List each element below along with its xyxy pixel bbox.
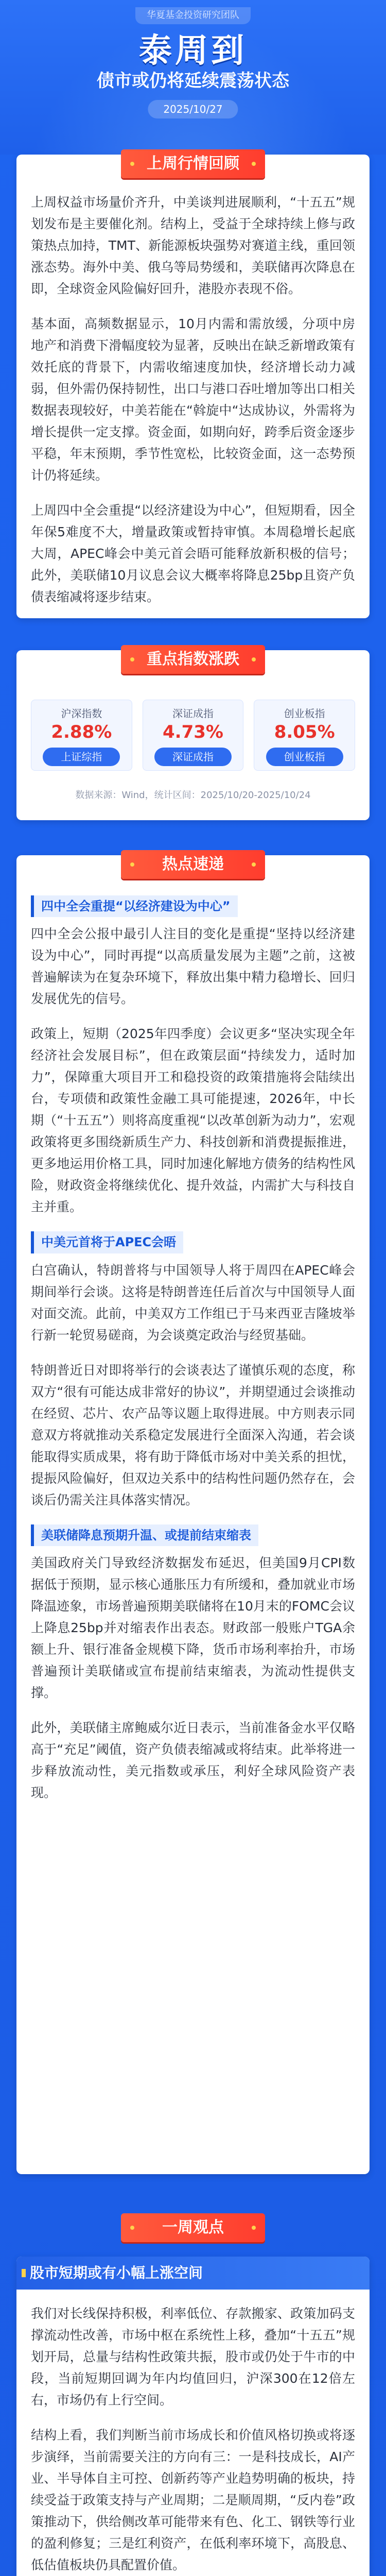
index-name: 创业板指 [284,707,325,720]
index-item [254,700,355,771]
header-banner [0,0,386,155]
news-paragraph: 美国政府关门导致经济数据发布延迟，但美国9月CPI数据低于预期，显示核心通胀压力有所缓和，叠加就业市场降温迹象，市场普遍预期美联储将在10月末的FOMC会议上降息25bp并对缩表作出表态。财政部一般账户TGA余额上升、银行准备金规模下降，货币市场利率抬升，市场普遍预计美联储或宣布提前结束缩表，为流动性提供支撑。 [31,1555,355,1701]
market-review-paragraph: 基本面，高频数据显示，10月内需和需放缓，分项中房地产和消费下滑幅度较为显著，反映出在缺乏新增政策有效托底的背景下，内需收缩速度加快，经济增长动力减弱，但外需仍保持韧性，出口与港口吞吐增加等出口相关数据表现较好，中美若能在“斡旋中“达成协议，外需将为增长提供一定支撑。资金面，如期向好，跨季后资金逐步平稳，年末预期，季节性宽松，比较资金面，这一态势预计仍将延续。 [31,316,355,483]
market-review-paragraph: 上周四中全会重提“以经济建设为中心”，但短期看，因全年保5难度不大，增量政策或暂持审慎。本周稳增长起底大周，APEC峰会中美元首会晤可能释放新积极的信号；此外，美联储10月议息会议大概率将降息25bp且资产负债表缩减将逐步结束。 [31,503,355,604]
news-head: 美联储降息预期升温、或提前结束缩表 [31,1524,258,1546]
index-item [31,700,132,771]
index-button-chinext[interactable]: 创业板指 [266,748,343,766]
index-row [31,700,355,771]
stock-view-paragraph: 我们对长线保持积极，利率低位、存款搬家、政策加码支撑流动性改善，市场中枢在系统性上移，叠加“十五五”规划开局，总量与结构性政策共振，股市或仍处于牛市的中段，当前短期回调为年内均值回归，沪深300在12倍左右，市场仍有上行空间。 [31,2306,355,2408]
brand-tag: 华夏基金投资研究团队 [135,7,251,24]
index-item [143,700,244,771]
hot-news-card [16,855,370,2174]
index-note: 数据来源：Wind，统计区间：2025/10/20-2025/10/24 [75,790,311,801]
index-card [16,650,370,820]
index-title: 重点指数涨跌 [121,645,265,674]
news-head: 四中全会重提“以经济建设为中心” [31,895,238,917]
index-value: 2.88% [51,722,112,742]
news-paragraph: 特朗普近日对即将举行的会谈表达了谨慎乐观的态度，称双方“很有可能达成非常好的协议”，并期望通过会谈推动在经贸、芯片、农产品等议题上取得进展。中方则表示同意双方将就推动关系稳定发展进行全面深入沟通，若会谈能取得实质成果，将有助于降低市场对中美关系的担忧，提振风险偏好，但双边关系中的结构性问题仍然存在，会谈后仍需关注具体落实情况。 [31,1362,355,1507]
index-value: 8.05% [274,722,335,742]
market-review-paragraph: 上周权益市场量价齐升，中美谈判进展顺利，“十五五”规划发布是主要催化剂。结构上，受益于全球持续上修与政策热点加持，TMT、新能源板块强势对赛道主线，重回领涨态势。海外中美、俄乌等局势缓和，美联储再次降息在即，全球资金风险偏好回升，港股亦表现不俗。 [31,195,355,296]
news-head: 中美元首将于APEC会晤 [31,1231,183,1253]
market-review-card [16,155,370,618]
stock-view-panel [16,2257,370,2576]
market-review-title: 上周行情回顾 [121,149,265,178]
news-paragraph: 四中全会公报中最引人注目的变化是重提“坚持以经济建设为中心”，同时再提“以高质量发展为主题”之前，这被普遍解读为在复杂环境下，释放出集中精力稳增长、回归发展优先的信号。 [31,926,355,1007]
index-name: 深证成指 [172,707,214,720]
stock-view-paragraph: 结构上看，我们判断当前市场成长和价值风格切换或将逐步演绎，当前需要关注的方向有三：一是科技成长，AI产业、半导体自主可控、创新药等产业趋势明确的板块，持续受益于政策支持与产业周期；二是顺周期，“反内卷”政策推动下，供给侧改革可能带来有色、化工、钢铁等行业的盈利修复；三是红利资产，在低利率环境下，高股息、低估值板块仍具配置价值。 [31,2428,355,2572]
index-name: 沪深指数 [61,707,102,720]
date-badge: 2025/10/27 [148,100,238,118]
news-paragraph: 政策上，短期（2025年四季度）会议更多“坚决实现全年经济社会发展目标”，但在政策层面“持续发力，适时加力”，保障重大项目开工和稳投资的政策措施将会陆续出台，专项债和政策性金融工具可能提速，2026年，中长期（“十五五”）则将高度重视“以改革创新为动力”，宏观政策将更多围绕新质生产力、科技创新和消费提振推进，更多地运用价格工具，同时加速化解地方债务的结构性风险，财政资金将继续优化、提升效益，内需扩大与科技自主并重。 [31,1026,355,1215]
weekly-view-title: 一周观点 [121,2213,265,2242]
index-button-sse[interactable]: 上证综指 [43,748,120,766]
news-paragraph: 此外，美联储主席鲍威尔近日表示，当前准备金水平仅略高于“充足”阈值，资产负债表缩减或将结束。此举将进一步释放流动性，美元指数或承压，利好全球风险资产表现。 [31,1720,355,1801]
page-subtitle: 债市或仍将延续震荡状态 [97,71,289,91]
hot-news-title: 热点速递 [121,850,265,879]
index-button-szse[interactable]: 深证成指 [154,748,232,766]
stock-view-head: 股市短期或有小幅上涨空间 [16,2257,370,2290]
news-paragraph: 白宫确认，特朗普将与中国领导人将于周四在APEC峰会期间举行会谈。这将是特朗普连任后首次与中国领导人面对面交流。此前，中美双方工作组已于马来西亚吉隆坡举行新一轮贸易磋商，为会谈奠定政治与经贸基础。 [31,1262,355,1343]
page-title: 泰周到 [139,31,247,70]
index-value: 4.73% [163,722,223,742]
